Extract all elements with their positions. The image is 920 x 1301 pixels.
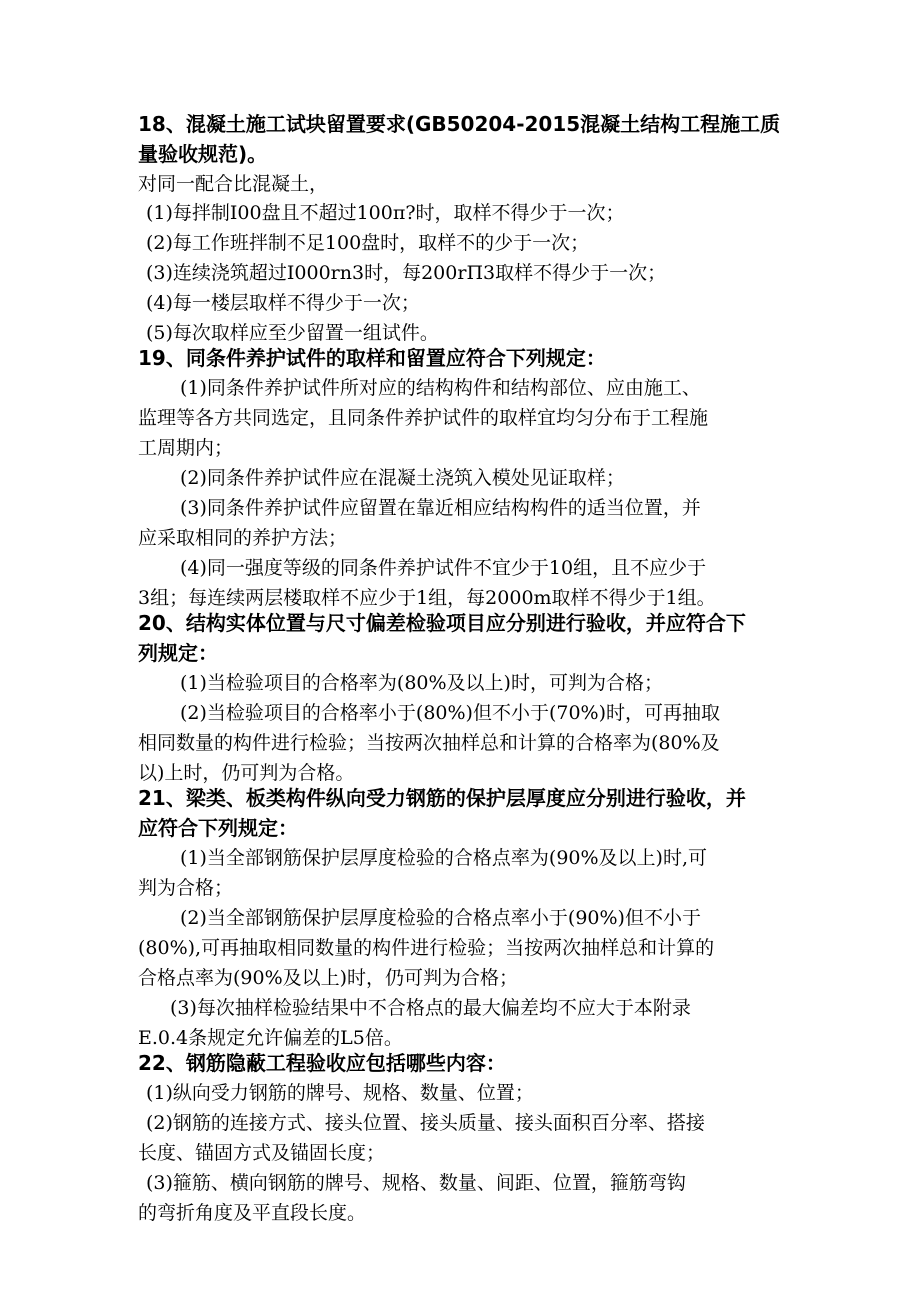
section-21-text-line: 合格点率为(90%及以上)时，仍可判为合格； <box>138 967 519 989</box>
section-19-text-line: (1)同条件养护试件所对应的结构构件和结构部位、应由施工、 <box>180 377 701 399</box>
section-21-text-line: (2)当全部钢筋保护层厚度检验的合格点率小于(90%)但不小于 <box>180 907 701 929</box>
section-18-item-4: (4)每一楼层取样不得少于一次； <box>146 292 420 314</box>
section-18-text-line: 对同一配合比混凝土， <box>138 173 329 195</box>
section-22-heading-line-1: 22、钢筋隐蔽工程验收应包括哪些内容： <box>138 1051 506 1075</box>
section-22-text-line: 长度、锚固方式及锚固长度； <box>138 1142 386 1164</box>
section-20-text-line: 相同数量的构件进行检验；当按两次抽样总和计算的合格率为(80%及 <box>138 732 720 754</box>
section-18-item-5: (5)每次取样应至少留置一组试件。 <box>146 322 439 344</box>
section-21-text-line: (80%),可再抽取相同数量的构件进行检验；当按两次抽样总和计算的 <box>138 937 715 959</box>
section-18-item-3: (3)连续浇筑超过I000rn3时，每200rΠ3取样不得少于一次； <box>146 262 667 284</box>
section-21-text-line: (3)每次抽样检验结果中不合格点的最大偏差均不应大于本附录 <box>170 997 691 1019</box>
section-19-heading-line-1: 19、同条件养护试件的取样和留置应符合下列规定： <box>138 346 606 370</box>
section-19-text-line: (2)同条件养护试件应在混凝土浇筑入模处见证取样； <box>180 467 625 489</box>
section-20-heading-line-2: 列规定： <box>138 641 218 665</box>
section-20-text-line: (2)当检验项目的合格率小于(80%)但不小于(70%)时，可再抽取 <box>180 702 721 724</box>
section-21-text-line: 判为合格； <box>138 877 234 899</box>
section-19-text-line: 应采取相同的养护方法； <box>138 527 348 549</box>
section-18-heading-line-1: 18、混凝土施工试块留置要求(GB50204-2015混凝土结构工程施工质 <box>138 112 781 136</box>
section-22-text-line: 的弯折角度及平直段长度。 <box>138 1202 367 1224</box>
section-18-item-2: (2)每工作班拌制不足100盘时，取样不的少于一次； <box>146 232 590 254</box>
section-22-item-3: (3)箍筋、横向钢筋的牌号、规格、数量、间距、位置，箍筋弯钩 <box>146 1172 686 1194</box>
section-18-heading-line-2: 量验收规范)。 <box>138 142 268 166</box>
section-19-text-line: 工周期内； <box>138 437 234 459</box>
section-19-text-line: (4)同一强度等级的同条件养护试件不宜少于10组，且不应少于 <box>180 557 707 579</box>
section-19-text-line: 3组；每连续两层楼取样不应少于1组，每2000m取样不得少于1组。 <box>138 587 716 609</box>
section-21-heading-line-2: 应符合下列规定： <box>138 816 298 840</box>
section-22-item-2: (2)钢筋的连接方式、接头位置、接头质量、接头面积百分率、搭接 <box>146 1112 705 1134</box>
section-20-text-line: (1)当检验项目的合格率为(80%及以上)时，可判为合格； <box>180 672 663 694</box>
section-21-heading-line-1: 21、梁类、板类构件纵向受力钢筋的保护层厚度应分别进行验收，并 <box>138 786 746 810</box>
section-18-item-1: (1)每拌制I00盘且不超过100π?时，取样不得少于一次； <box>146 202 625 224</box>
section-19-text-line: (3)同条件养护试件应留置在靠近相应结构构件的适当位置，并 <box>180 497 701 519</box>
section-21-text-line: E.0.4条规定允许偏差的L5倍。 <box>138 1027 403 1049</box>
section-22-item-1: (1)纵向受力钢筋的牌号、规格、数量、位置； <box>146 1082 534 1104</box>
section-20-text-line: 以)上时，仍可判为合格。 <box>138 762 355 784</box>
section-20-heading-line-1: 20、结构实体位置与尺寸偏差检验项目应分别进行验收，并应符合下 <box>138 611 746 635</box>
section-21-text-line: (1)当全部钢筋保护层厚度检验的合格点率为(90%及以上)时,可 <box>180 847 708 869</box>
section-19-text-line: 监理等各方共同选定，且同条件养护试件的取样宜均匀分布于工程施 <box>138 407 709 429</box>
